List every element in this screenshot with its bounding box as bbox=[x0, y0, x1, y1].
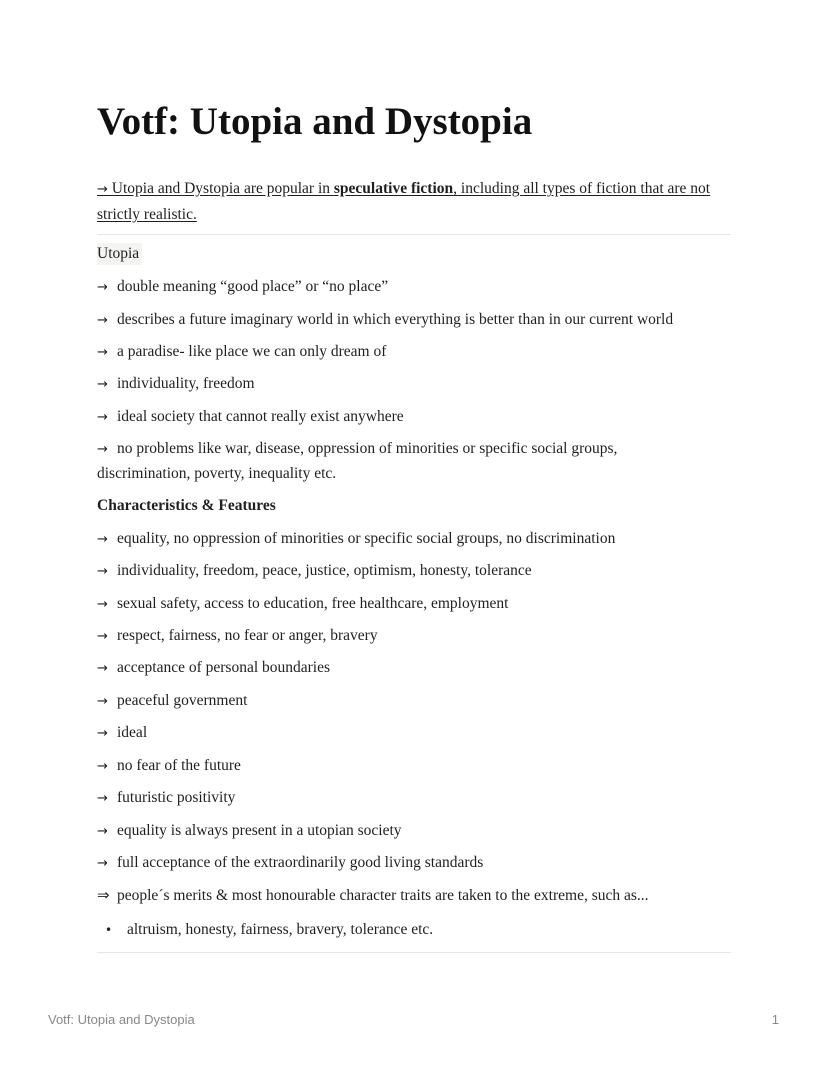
intro-text-before: Utopia and Dystopia are popular in bbox=[107, 180, 334, 197]
arrow-icon: → bbox=[97, 824, 108, 839]
list-item bbox=[97, 308, 727, 333]
divider bbox=[97, 234, 731, 235]
arrow-icon: → bbox=[97, 345, 108, 360]
list-item bbox=[97, 624, 727, 649]
list-item bbox=[97, 559, 727, 584]
arrow-icon: → bbox=[97, 629, 108, 644]
list-item-text: ideal society that cannot really exist anywhere bbox=[117, 408, 404, 425]
list-item-text: full acceptance of the extraordinarily good living standards bbox=[117, 854, 484, 871]
list-item bbox=[97, 656, 727, 681]
list-item bbox=[97, 527, 727, 552]
list-item-text: peaceful government bbox=[117, 692, 248, 709]
list-item bbox=[97, 689, 727, 714]
list-item bbox=[97, 437, 657, 486]
list-item bbox=[97, 819, 727, 844]
list-item bbox=[97, 405, 727, 430]
arrow-icon: → bbox=[97, 791, 108, 806]
list-item-text: equality is always present in a utopian society bbox=[117, 822, 402, 839]
arrow-icon: → bbox=[97, 532, 108, 547]
arrow-icon: → bbox=[97, 856, 108, 871]
list-item bbox=[97, 721, 727, 746]
list-item-text: futuristic positivity bbox=[117, 789, 236, 806]
arrow-icon: → bbox=[97, 377, 108, 392]
list-item bbox=[97, 275, 727, 300]
list-item-text: sexual safety, access to education, free healthcare, employment bbox=[117, 595, 509, 612]
arrow-icon: → bbox=[97, 661, 108, 676]
list-item bbox=[97, 786, 727, 811]
bullet-item bbox=[105, 918, 433, 942]
divider bbox=[97, 952, 731, 953]
list-item-text: ideal bbox=[117, 724, 148, 741]
list-item-text: acceptance of personal boundaries bbox=[117, 659, 331, 676]
list-item-text: no fear of the future bbox=[117, 757, 241, 774]
list-item-text: no problems like war, disease, oppression of minorities or specific social groups, discrimination, poverty, inequality etc. bbox=[97, 440, 618, 482]
list-item-text: describes a future imaginary world in which everything is better than in our current world bbox=[117, 311, 674, 328]
arrow-icon: → bbox=[97, 597, 108, 612]
intro-bold-term: speculative fiction bbox=[333, 180, 454, 197]
list-item-text: double meaning “good place” or “no place” bbox=[117, 278, 389, 295]
arrow-icon: → bbox=[97, 694, 108, 709]
page-title: Votf: Utopia and Dystopia bbox=[97, 100, 533, 143]
conclusion-text: people´s merits & most honourable character traits are taken to the extreme, such as... bbox=[117, 887, 649, 904]
list-item bbox=[97, 754, 727, 779]
arrow-icon: → bbox=[97, 442, 108, 457]
arrow-icon: → bbox=[97, 759, 108, 774]
arrow-icon: → bbox=[97, 313, 108, 328]
list-item-text: a paradise- like place we can only dream of bbox=[117, 343, 387, 360]
bullet-icon: • bbox=[105, 923, 113, 937]
intro-paragraph bbox=[97, 176, 727, 227]
arrow-icon: → bbox=[97, 564, 108, 579]
arrow-icon: → bbox=[97, 182, 108, 197]
section-label-utopia: Utopia bbox=[97, 243, 142, 265]
list-item-text: individuality, freedom, peace, justice, optimism, honesty, tolerance bbox=[117, 562, 532, 579]
list-item-text: individuality, freedom bbox=[117, 375, 255, 392]
intro-text-after: , including all types of fiction that are not strictly realistic. bbox=[97, 180, 711, 223]
page-number: 1 bbox=[771, 1012, 779, 1027]
conclusion-line bbox=[97, 883, 727, 908]
bullet-item-text: altruism, honesty, fairness, bravery, tolerance etc. bbox=[127, 921, 434, 938]
list-item bbox=[97, 340, 727, 365]
characteristics-heading: Characteristics & Features bbox=[97, 497, 276, 514]
list-item bbox=[97, 372, 727, 397]
double-arrow-icon: ⇒ bbox=[97, 886, 110, 904]
arrow-icon: → bbox=[97, 726, 108, 741]
list-item-text: respect, fairness, no fear or anger, bravery bbox=[117, 627, 378, 644]
arrow-icon: → bbox=[97, 280, 108, 295]
footer-title: Votf: Utopia and Dystopia bbox=[48, 1012, 195, 1027]
list-item bbox=[97, 851, 727, 876]
list-item bbox=[97, 592, 727, 617]
list-item-text: equality, no oppression of minorities or specific social groups, no discrimination bbox=[117, 530, 616, 547]
arrow-icon: → bbox=[97, 410, 108, 425]
